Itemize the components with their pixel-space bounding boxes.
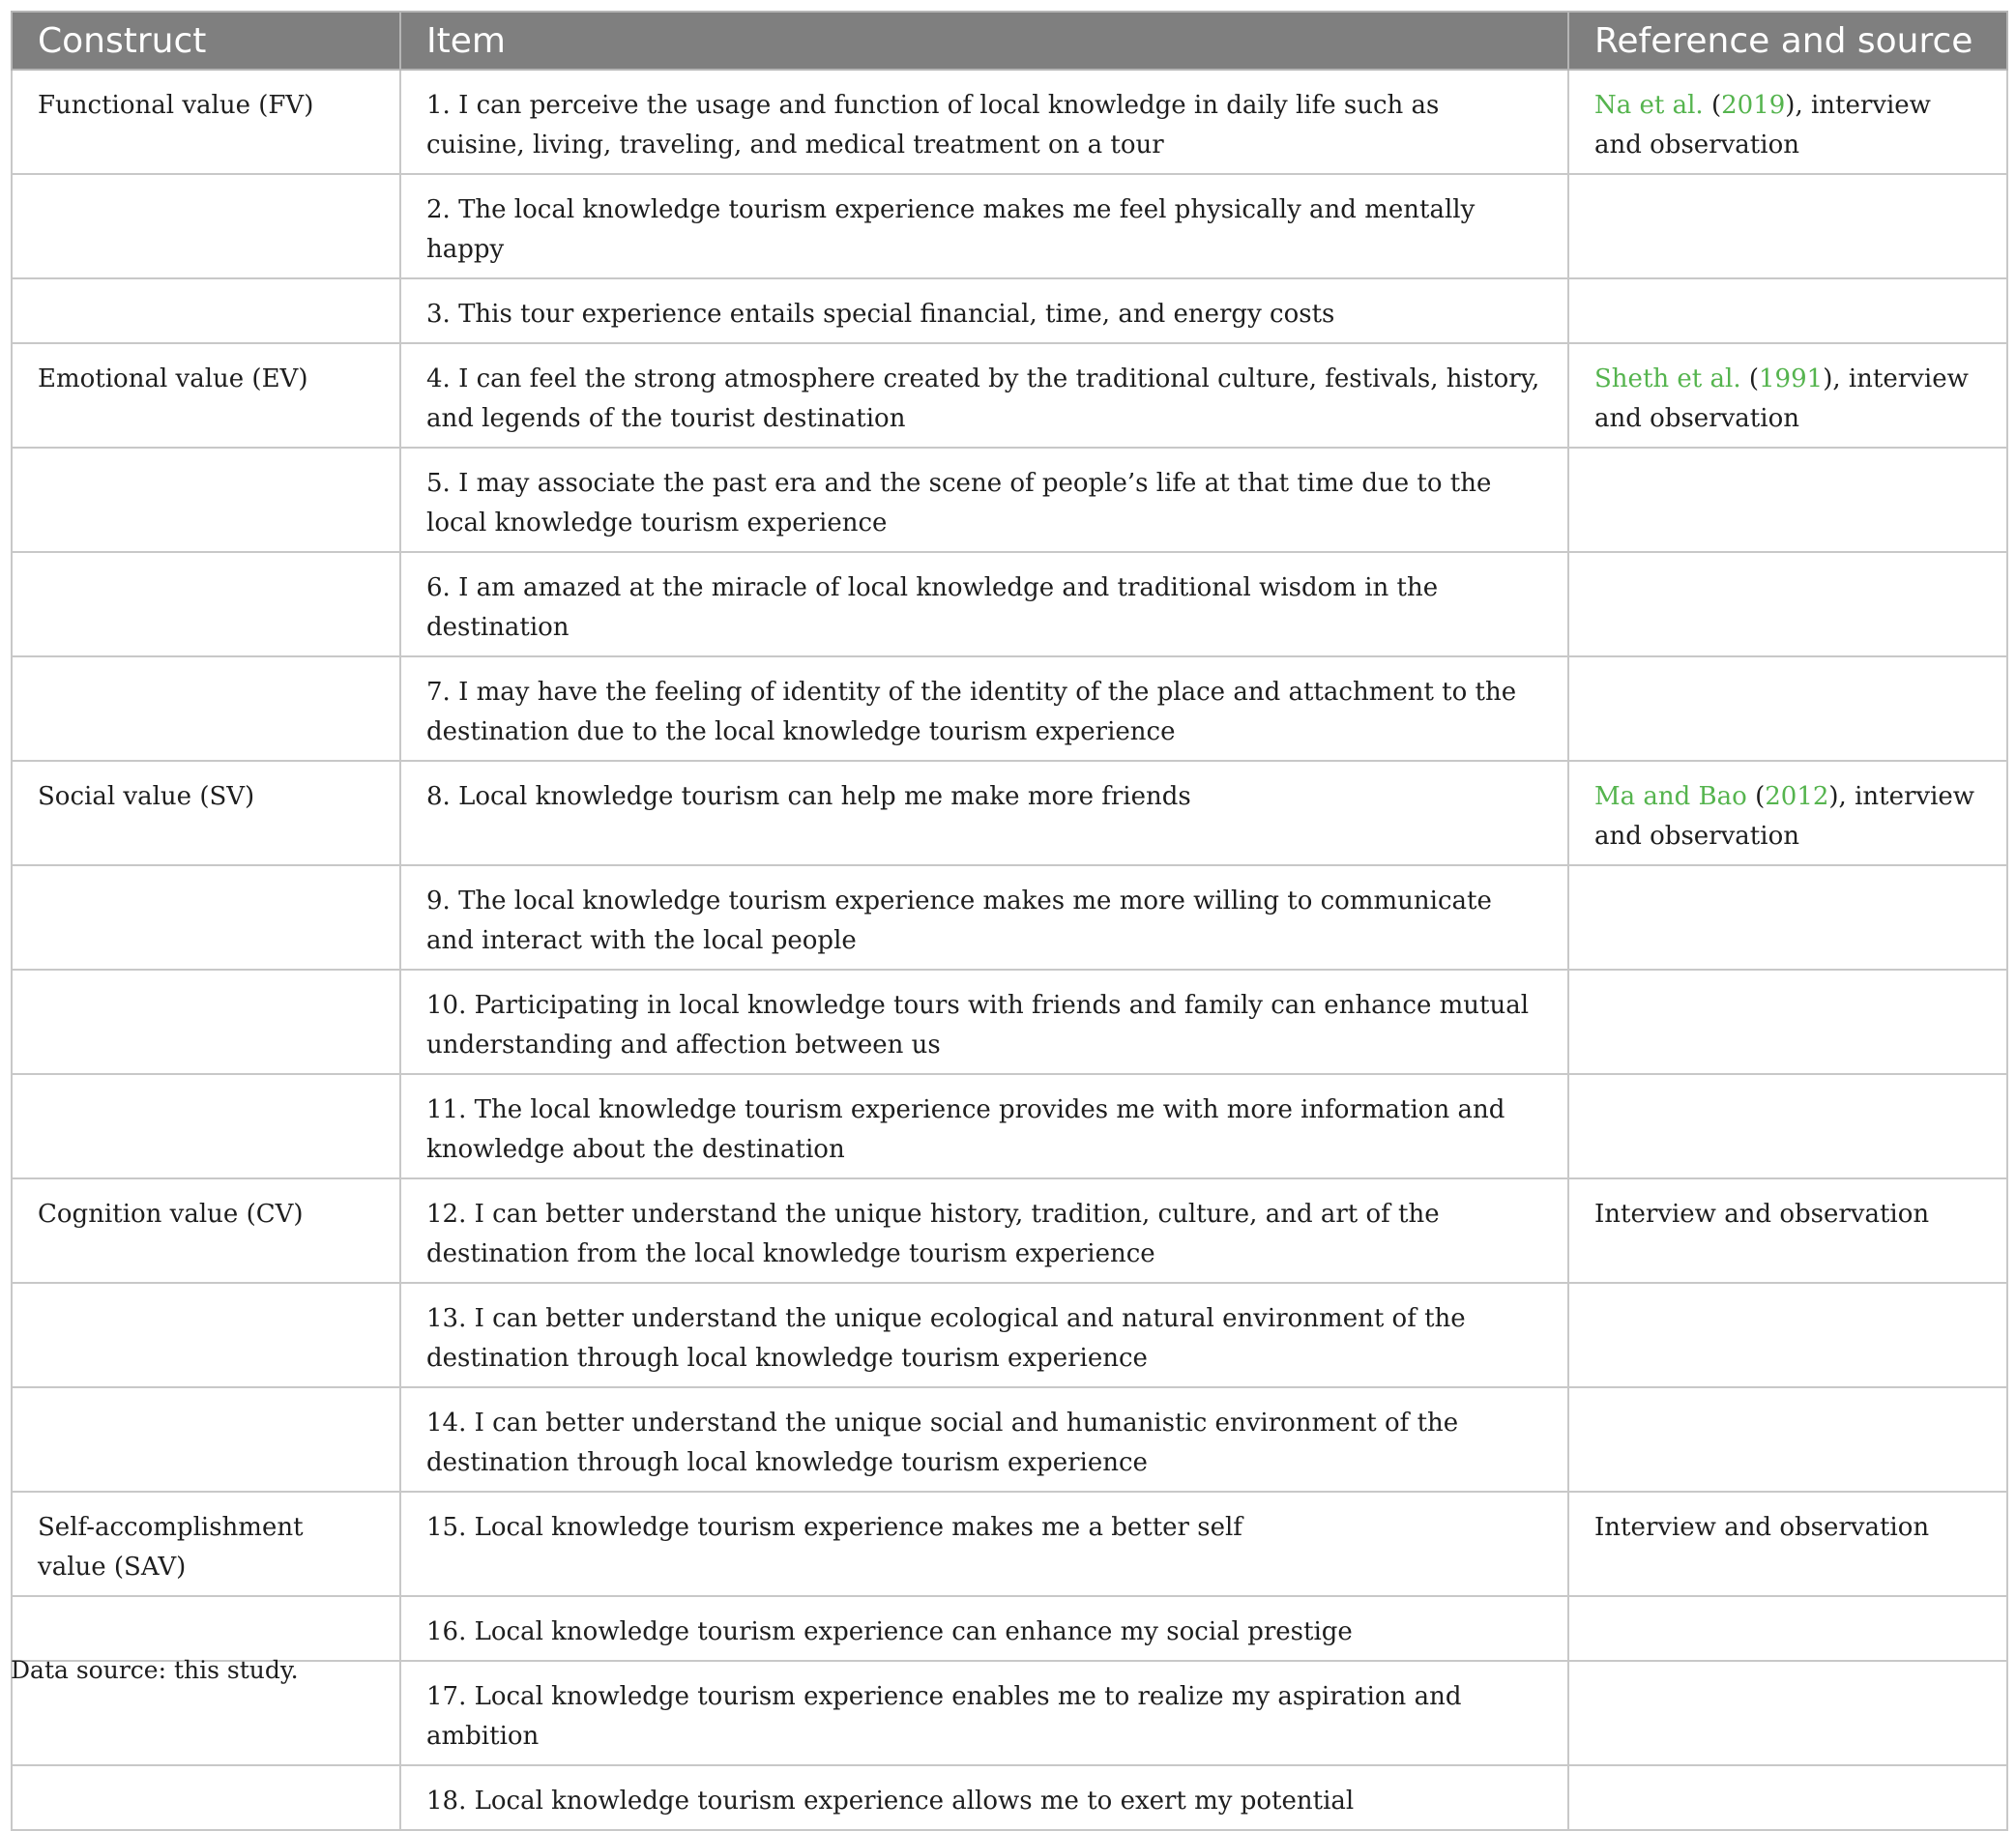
- construct-cell: [12, 970, 400, 1074]
- table-row: [12, 1178, 2007, 1283]
- construct-cell: [12, 1283, 400, 1387]
- construct-cell: [12, 865, 400, 970]
- reference-cell: Interview and observation: [1568, 1492, 2007, 1596]
- item-cell: 10. Participating in local knowledge tours with friends and family can enhance mutual understanding and affection between us: [400, 970, 1568, 1074]
- reference-cell: [1568, 1765, 2007, 1830]
- reference-cell: [1568, 656, 2007, 761]
- table-row: [12, 448, 2007, 552]
- reference-paren: (: [1746, 782, 1766, 811]
- table-row: [12, 70, 2007, 174]
- reference-cell: [1568, 278, 2007, 343]
- item-cell: 4. I can feel the strong atmosphere created by the traditional culture, festivals, history, and legends of the tourist destination: [400, 343, 1568, 448]
- header-construct: Construct: [12, 12, 400, 70]
- reference-year-link[interactable]: 2019: [1721, 91, 1786, 120]
- table-row: [12, 552, 2007, 656]
- table-row: [12, 278, 2007, 343]
- construct-cell: [12, 1074, 400, 1178]
- construct-cell: [12, 656, 400, 761]
- reference-author-link[interactable]: Na et al.: [1594, 91, 1704, 120]
- item-cell: 5. I may associate the past era and the scene of people’s life at that time due to the local knowledge tourism experience: [400, 448, 1568, 552]
- item-cell: 15. Local knowledge tourism experience makes me a better self: [400, 1492, 1568, 1596]
- construct-cell: [12, 448, 400, 552]
- construct-cell: Emotional value (EV): [12, 343, 400, 448]
- table-row: [12, 865, 2007, 970]
- reference-cell: [1568, 761, 2007, 865]
- item-cell: 13. I can better understand the unique ecological and natural environment of the destination through local knowledge tourism experience: [400, 1283, 1568, 1387]
- table-row: [12, 1596, 2007, 1661]
- construct-cell: Functional value (FV): [12, 70, 400, 174]
- reference-cell: [1568, 1283, 2007, 1387]
- item-cell: 12. I can better understand the unique history, tradition, culture, and art of the destination from the local knowledge tourism experience: [400, 1178, 1568, 1283]
- construct-cell: [12, 174, 400, 278]
- item-cell: 17. Local knowledge tourism experience enables me to realize my aspiration and ambition: [400, 1661, 1568, 1765]
- header-reference: Reference and source: [1568, 12, 2007, 70]
- table-row: [12, 343, 2007, 448]
- item-cell: 1. I can perceive the usage and function of local knowledge in daily life such as cuisine, living, traveling, and medical treatment on a tour: [400, 70, 1568, 174]
- reference-year-link[interactable]: 2012: [1765, 782, 1829, 811]
- reference-cell: [1568, 552, 2007, 656]
- construct-cell: Self-accomplishment value (SAV): [12, 1492, 400, 1596]
- item-cell: 9. The local knowledge tourism experience makes me more willing to communicate and interact with the local people: [400, 865, 1568, 970]
- construct-cell: [12, 552, 400, 656]
- reference-cell: Interview and observation: [1568, 1178, 2007, 1283]
- header-item: Item: [400, 12, 1568, 70]
- item-cell: 7. I may have the feeling of identity of the identity of the place and attachment to the destination due to the local knowledge tourism experience: [400, 656, 1568, 761]
- table-row: [12, 1492, 2007, 1596]
- construct-table: [11, 11, 2006, 1831]
- item-cell: 16. Local knowledge tourism experience can enhance my social prestige: [400, 1596, 1568, 1661]
- item-cell: 14. I can better understand the unique social and humanistic environment of the destination through local knowledge tourism experience: [400, 1387, 1568, 1492]
- reference-cell: [1568, 1596, 2007, 1661]
- item-cell: 8. Local knowledge tourism can help me make more friends: [400, 761, 1568, 865]
- reference-paren: (: [1740, 364, 1760, 393]
- reference-author-link[interactable]: Sheth et al.: [1594, 364, 1741, 393]
- table-footnote: Data source: this study.: [11, 1656, 299, 1684]
- reference-paren: (: [1703, 91, 1722, 120]
- construct-cell: [12, 1387, 400, 1492]
- table-row: [12, 174, 2007, 278]
- table-row: [12, 1387, 2007, 1492]
- reference-rest: ), interview and observation: [1594, 364, 1969, 433]
- item-cell: 11. The local knowledge tourism experience provides me with more information and knowledge about the destination: [400, 1074, 1568, 1178]
- reference-cell: [1568, 1661, 2007, 1765]
- reference-year-link[interactable]: 1991: [1759, 364, 1824, 393]
- reference-cell: [1568, 70, 2007, 174]
- reference-author-link[interactable]: Ma and Bao: [1594, 782, 1747, 811]
- reference-cell: [1568, 1074, 2007, 1178]
- table-row: [12, 970, 2007, 1074]
- item-cell: 18. Local knowledge tourism experience allows me to exert my potential: [400, 1765, 1568, 1830]
- construct-cell: Cognition value (CV): [12, 1178, 400, 1283]
- reference-cell: [1568, 343, 2007, 448]
- table-row: [12, 1283, 2007, 1387]
- construct-cell: [12, 278, 400, 343]
- reference-cell: [1568, 448, 2007, 552]
- table-row: [12, 1661, 2007, 1765]
- table-row: [12, 1765, 2007, 1830]
- header-row: [12, 12, 2007, 70]
- reference-cell: [1568, 865, 2007, 970]
- table-row: [12, 1074, 2007, 1178]
- reference-cell: [1568, 1387, 2007, 1492]
- table-row: [12, 761, 2007, 865]
- construct-cell: Social value (SV): [12, 761, 400, 865]
- reference-cell: [1568, 174, 2007, 278]
- item-cell: 6. I am amazed at the miracle of local knowledge and traditional wisdom in the destination: [400, 552, 1568, 656]
- reference-rest: ), interview and observation: [1594, 782, 1975, 851]
- reference-rest: ), interview and observation: [1594, 91, 1931, 160]
- reference-cell: [1568, 970, 2007, 1074]
- item-cell: 3. This tour experience entails special financial, time, and energy costs: [400, 278, 1568, 343]
- table: [11, 11, 2008, 1831]
- construct-cell: [12, 1596, 400, 1661]
- item-cell: 2. The local knowledge tourism experience makes me feel physically and mentally happy: [400, 174, 1568, 278]
- table-row: [12, 656, 2007, 761]
- construct-cell: [12, 1765, 400, 1830]
